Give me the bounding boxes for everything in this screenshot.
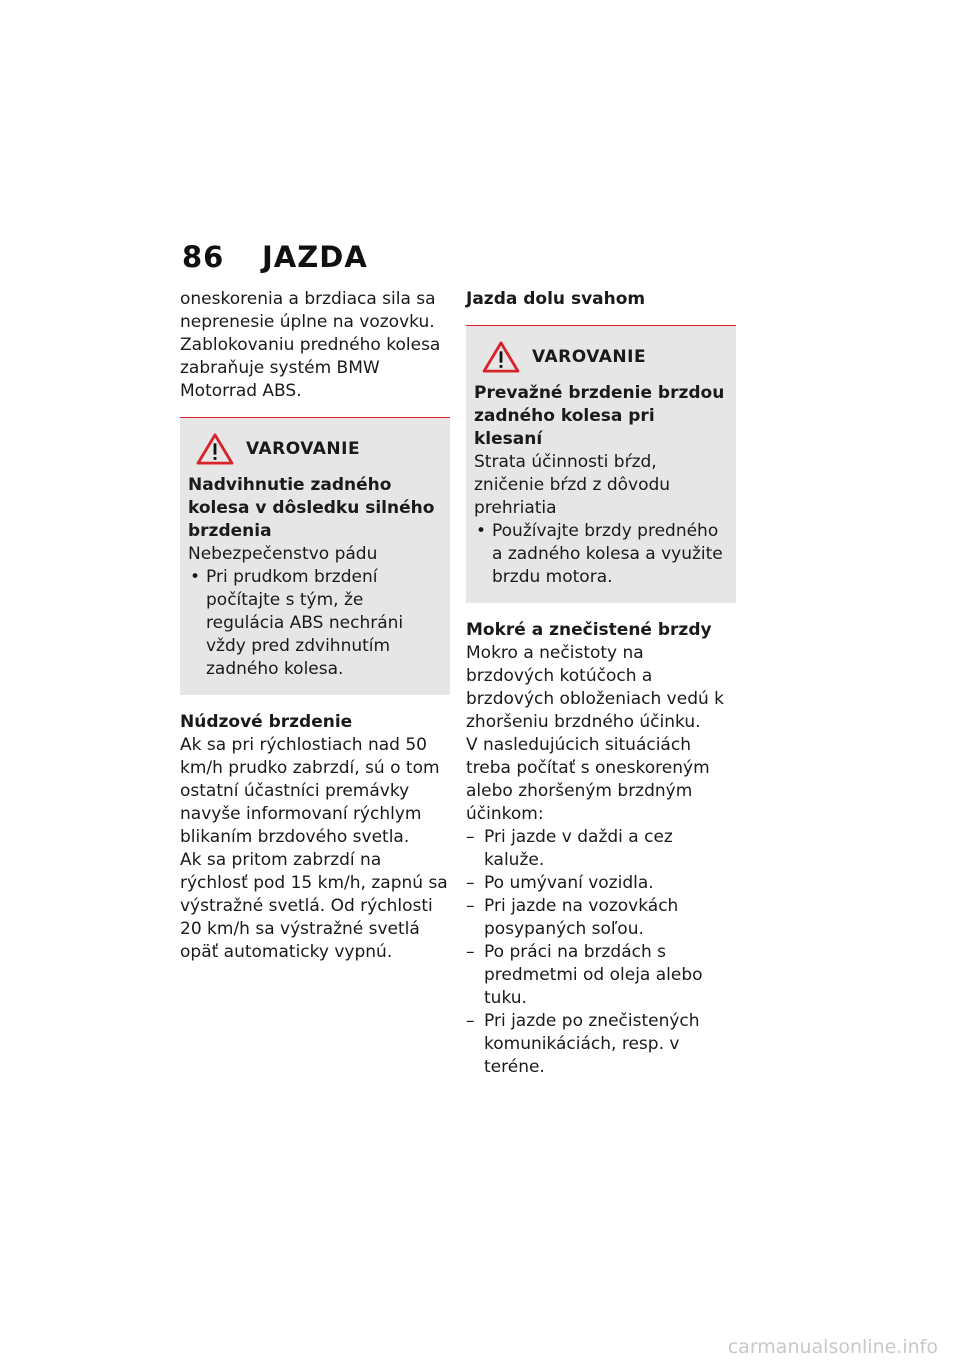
paragraph: Ak sa pri rýchlostiach nad 50 km/h prudko zabrzdí, sú o tom ostatní účastníci premávky navyše informovaní rýchlym blikaním brzdového svetla. <box>180 735 440 847</box>
warning-title: VAROVANIE <box>532 347 647 367</box>
paragraph: V nasledujúcich situáciách treba počítať s oneskoreným alebo zhoršeným brzdným účinkom: <box>466 735 710 824</box>
warning-danger: Strata účinnosti bŕzd, zničenie bŕzd z dôvodu prehriatia <box>474 452 671 518</box>
list-item: – Po umývaní vozidla. <box>466 872 736 895</box>
right-column <box>466 288 736 1079</box>
intro-text: oneskorenia a brzdiaca sila sa neprenesie úplne na vozovku. Zablokovaniu predného kolesa zabraňuje systém BMW Motorrad ABS. <box>180 289 441 401</box>
list-item: – Pri jazde v daždi a cez kaluže. <box>466 826 736 872</box>
section-title-emergency-braking: Núdzové brzdenie <box>180 712 353 732</box>
warning-bullet: • Pri prudkom brzdení počítajte s tým, že regulácia ABS nechráni vždy pred zdvihnutím zadného kolesa. <box>188 566 442 681</box>
warning-heading: Nadvihnutie zadného kolesa v dôsledku silného brzdenia <box>188 475 435 541</box>
warning-header <box>190 432 442 466</box>
warning-triangle-icon <box>196 433 234 465</box>
list-item: – Po práci na brzdách s predmetmi od oleja alebo tuku. <box>466 941 736 1010</box>
warning-box <box>180 417 450 695</box>
section-title-wet-brakes: Mokré a znečistené brzdy <box>466 620 712 640</box>
paragraph: Mokro a nečistoty na brzdových kotúčoch a brzdových obloženiach vedú k zhoršeniu brzdného účinku. <box>466 643 725 732</box>
paragraph: Ak sa pritom zabrzdí na rýchlosť pod 15 km/h, zapnú sa výstražné svetlá. Od rýchlosti 20 km/h sa výstražné svetlá opäť automaticky vypnú. <box>180 850 448 962</box>
warning-title: VAROVANIE <box>246 439 361 459</box>
list-item: – Pri jazde na vozovkách posypaných soľou. <box>466 895 736 941</box>
warning-danger: Nebezpečenstvo pádu <box>188 544 378 564</box>
left-column <box>180 288 450 964</box>
watermark: carmanualsonline.info <box>727 1336 938 1358</box>
page-number: 86 <box>182 240 225 274</box>
warning-bullet: • Používajte brzdy predného a zadného kolesa a využite brzdu motora. <box>474 520 728 589</box>
list-item: – Pri jazde po znečistených komunikáciách, resp. v teréne. <box>466 1010 736 1079</box>
warning-heading: Prevažné brzdenie brzdou zadného kolesa pri klesaní <box>474 383 725 449</box>
page-header <box>182 240 368 274</box>
warning-box <box>466 325 736 603</box>
warning-triangle-icon <box>482 341 520 373</box>
chapter-title: JAZDA <box>262 240 368 274</box>
warning-header <box>476 340 728 374</box>
section-title-downhill: Jazda dolu svahom <box>466 289 646 309</box>
